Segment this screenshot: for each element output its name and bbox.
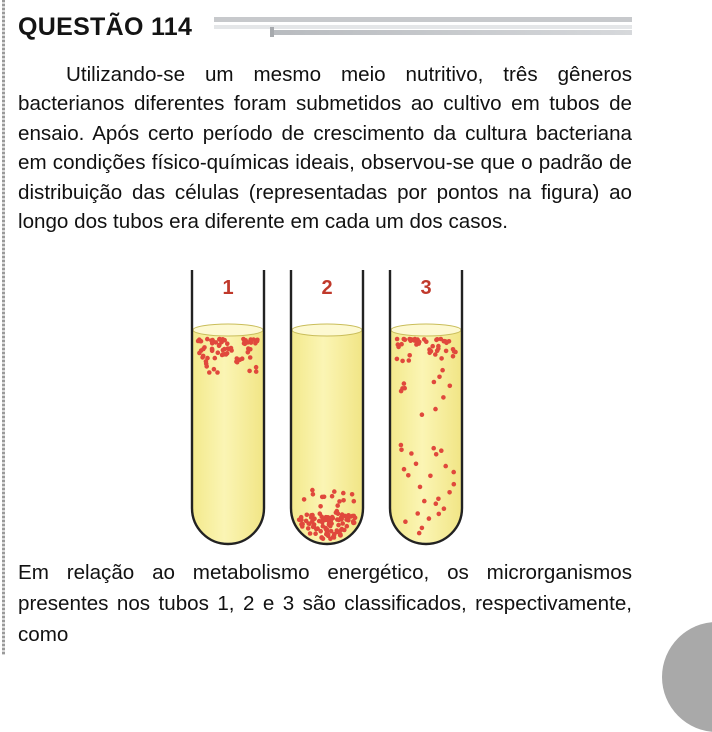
bacterial-cell — [225, 341, 230, 346]
bacterial-cell — [410, 338, 415, 343]
bacterial-cell — [409, 451, 414, 456]
bacterial-cell — [328, 537, 333, 542]
bacterial-cell — [318, 511, 323, 516]
bacterial-cell — [328, 523, 333, 528]
bacterial-cell — [443, 464, 448, 469]
bacterial-cell — [407, 358, 412, 363]
bacterial-cell — [321, 524, 326, 529]
bacterial-cell — [202, 345, 207, 350]
bacterial-cell — [428, 474, 433, 479]
bacterial-cell — [432, 380, 437, 385]
bacterial-cell — [437, 375, 442, 380]
bacterial-cell — [352, 499, 357, 504]
bacterial-cell — [403, 338, 408, 343]
bacterial-cell — [247, 369, 252, 374]
bacterial-cell — [217, 337, 222, 342]
bacterial-cell — [395, 337, 400, 342]
bacterial-cell — [444, 349, 449, 354]
bacterial-cell — [215, 370, 220, 375]
bacterial-cell — [400, 359, 405, 364]
bacterial-cell — [422, 499, 427, 504]
bacterial-cell — [451, 354, 456, 359]
bacterial-cell — [430, 344, 435, 349]
bacterial-cell — [212, 367, 217, 372]
bacterial-cell — [302, 497, 307, 502]
bacterial-cell — [434, 452, 439, 457]
bacterial-cell — [248, 355, 253, 360]
culture-medium — [291, 330, 363, 544]
bacterial-cell — [395, 357, 400, 362]
bacterial-cell — [396, 345, 401, 350]
bacterial-cell — [435, 349, 440, 354]
bacterial-cell — [418, 485, 423, 490]
test-tubes-figure — [170, 268, 480, 548]
bacterial-cell — [351, 519, 356, 524]
tube-label: 3 — [420, 277, 432, 299]
bacterial-cell — [433, 407, 438, 412]
bacterial-cell — [246, 350, 251, 355]
bacterial-cell — [422, 337, 427, 342]
bacterial-cell — [299, 518, 304, 523]
bacterial-cell — [440, 368, 445, 373]
bacterial-cell — [311, 492, 316, 497]
bacterial-cell — [337, 499, 342, 504]
bacterial-cell — [337, 518, 342, 523]
bacterial-cell — [403, 519, 408, 524]
question-prompt: Em relação ao metabolismo energético, os microrganismos presentes nos tubos 1, 2 e 3 são classificados, respectivamente, como — [18, 561, 632, 646]
bacterial-cell — [318, 504, 323, 509]
bacterial-cell — [214, 340, 219, 345]
left-margin-rule — [2, 0, 5, 655]
bacterial-cell — [414, 342, 419, 347]
bacterial-cell — [435, 337, 440, 342]
tube-label: 2 — [321, 277, 333, 299]
bacterial-cell — [210, 348, 215, 353]
bacterial-cell — [325, 528, 330, 533]
bacterial-cell — [334, 510, 339, 515]
bacterial-cell — [204, 361, 209, 366]
bacterial-cell — [447, 490, 452, 495]
bacterial-cell — [406, 473, 411, 478]
bacterial-cell — [300, 522, 305, 527]
bacterial-cell — [402, 467, 407, 472]
bacterial-cell — [254, 365, 259, 370]
test-tube-1 — [192, 270, 264, 544]
bacterial-cell — [352, 514, 357, 519]
bacterial-cell — [344, 517, 349, 522]
bacterial-cell — [451, 470, 456, 475]
bacterial-cell — [322, 495, 327, 500]
bacterial-cell — [407, 353, 412, 358]
bacterial-cell — [241, 337, 246, 342]
test-tube-2 — [291, 270, 363, 544]
bacterial-cell — [420, 526, 425, 531]
bacterial-cell — [310, 488, 315, 493]
bacterial-cell — [442, 506, 447, 511]
bacterial-cell — [415, 337, 420, 342]
bacterial-cell — [213, 356, 218, 361]
bacterial-cell — [350, 492, 355, 497]
bacterial-cell — [254, 369, 259, 374]
bacterial-cell — [431, 446, 436, 451]
bacterial-cell — [306, 526, 311, 531]
bacterial-cell — [340, 521, 345, 526]
bacterial-cell — [221, 348, 226, 353]
bacterial-cell — [321, 536, 326, 541]
bacterial-cell — [415, 511, 420, 516]
meniscus — [292, 324, 362, 336]
bacterial-cell — [402, 381, 407, 386]
bacterial-cell — [199, 348, 204, 353]
test-tube-3 — [390, 270, 462, 544]
bacterial-cell — [336, 523, 341, 528]
bacterial-cell — [224, 352, 229, 357]
bacterial-cell — [332, 532, 337, 537]
bacterial-cell — [238, 357, 243, 362]
bacterial-cell — [255, 338, 260, 343]
bacterial-cell — [311, 525, 316, 530]
bacterial-cell — [205, 337, 210, 342]
bacterial-cell — [342, 528, 347, 533]
tube-label: 1 — [222, 277, 234, 299]
bacterial-cell — [338, 533, 343, 538]
culture-medium — [192, 330, 264, 544]
question-statement: Utilizando-se um mesmo meio nutritivo, três gêneros bacterianos diferentes foram submetidos ao cultivo em tubos de ensaio. Após certo período de crescimento da cultura bacteriana em condições físico-químicas ideais, observou-se que o padrão de distribuição das células (representadas por pontos na figura) ao longo dos tubos era diferente em cada um dos casos. — [18, 63, 632, 234]
bacterial-cell — [201, 354, 206, 359]
bacterial-cell — [196, 339, 201, 344]
bacterial-cell — [399, 443, 404, 448]
bacterial-cell — [207, 370, 212, 375]
bacterial-cell — [399, 448, 404, 453]
bacterial-cell — [345, 524, 350, 529]
bacterial-cell — [414, 462, 419, 467]
bacterial-cell — [307, 522, 312, 527]
bacterial-cell — [330, 515, 335, 520]
question-title: QUESTÃO 114 — [18, 13, 193, 41]
bacterial-cell — [427, 351, 432, 356]
title-decorative-bar — [214, 17, 632, 37]
bacterial-cell — [439, 356, 444, 361]
bacterial-cell — [420, 412, 425, 417]
bacterial-cell — [216, 350, 221, 355]
bacterial-cell — [452, 482, 457, 487]
bacterial-cell — [335, 503, 340, 508]
bacterial-cell — [330, 494, 335, 499]
meniscus — [391, 324, 461, 336]
bacterial-cell — [326, 532, 331, 537]
bacterial-cell — [402, 386, 407, 391]
bacterial-cell — [437, 512, 442, 517]
bacterial-cell — [309, 515, 314, 520]
bacterial-cell — [341, 498, 346, 503]
bacterial-cell — [313, 531, 318, 536]
meniscus — [193, 324, 263, 336]
bacterial-cell — [332, 489, 337, 494]
bacterial-cell — [346, 513, 351, 518]
page-corner-decoration — [662, 622, 712, 732]
bacterial-cell — [434, 501, 439, 506]
bacterial-cell — [442, 339, 447, 344]
bacterial-cell — [441, 395, 446, 400]
bacterial-cell — [436, 497, 441, 502]
bacterial-cell — [427, 516, 432, 521]
bacterial-cell — [448, 384, 453, 389]
bacterial-cell — [305, 513, 310, 518]
bacterial-cell — [417, 531, 422, 536]
bacterial-cell — [341, 491, 346, 496]
bacterial-cell — [246, 340, 251, 345]
bacterial-cell — [439, 448, 444, 453]
question-header — [18, 12, 634, 42]
bacterial-cell — [453, 350, 458, 355]
bacterial-cell — [308, 531, 313, 536]
